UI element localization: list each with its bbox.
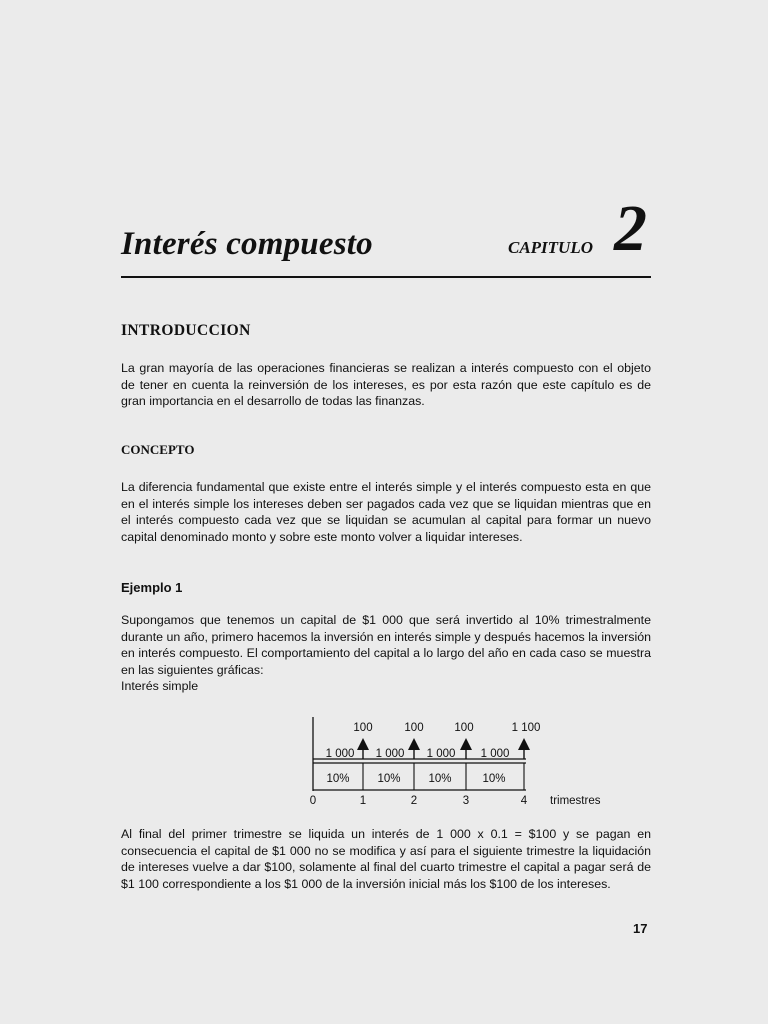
payment-arrow-4 [518, 738, 530, 759]
intro-heading: INTRODUCCION [121, 322, 251, 339]
cash-flow-diagram [300, 715, 620, 815]
concepto-heading: CONCEPTO [121, 442, 195, 457]
capital-label-3: 1 000 [426, 748, 456, 760]
page-number: 17 [633, 921, 648, 936]
tick-label-4: 4 [520, 795, 528, 807]
chapter-label: CAPITULO [508, 238, 593, 257]
payment-arrow-2 [408, 738, 420, 759]
rate-label-3: 10% [428, 773, 452, 785]
ejemplo-text: Supongamos que tenemos un capital de $1 000 que será invertido al 10% trimestralmente durante un año, primero hacemos la inversión en interés simple y después hacemos la inversión en interés compuesto. El comportamiento del capital a lo largo del año en cada caso se muestra en las siguientes gráficas: [121, 613, 651, 677]
ejemplo-heading: Ejemplo 1 [121, 580, 183, 595]
payment-label-1: 100 [353, 722, 373, 734]
ejemplo-sublabel: Interés simple [121, 679, 199, 694]
chapter-title: Interés compuesto [121, 226, 373, 262]
capital-label-4: 1 000 [480, 748, 510, 760]
tick-label-2: 2 [410, 795, 418, 807]
final-paragraph: Al final del primer trimestre se liquida un interés de 1 000 x 0.1 = $100 y se pagan en consecuencia el capital de $1 000 no se modifica y así para el siguiente trimestre la liquidación de intereses vuelve a dar $100, solamente al final del cuarto trimestre el capital a pagar será de $1 100 correspondiente a los $1 000 de la inversión inicial más los $100 de los intereses. [121, 827, 651, 891]
rate-label-4: 10% [482, 773, 506, 785]
payment-arrow-3 [460, 738, 472, 759]
intro-paragraph: La gran mayoría de las operaciones financieras se realizan a interés compuesto con el objeto de tener en cuenta la reinversión de los intereses, es por esta razón que este capítulo es de gran importancia en el desarrollo de todas las finanzas. [121, 361, 651, 409]
ejemplo-paragraph [121, 612, 651, 695]
payment-label-2: 100 [404, 722, 424, 734]
payment-arrow-1 [357, 738, 369, 759]
tick-label-1: 1 [359, 795, 367, 807]
rate-label-2: 10% [377, 773, 401, 785]
tick-label-0: 0 [309, 795, 317, 807]
chapter-number: 2 [614, 192, 647, 265]
capital-label-1: 1 000 [325, 748, 355, 760]
payment-label-4: 1 100 [511, 722, 541, 734]
concepto-paragraph: La diferencia fundamental que existe entre el interés simple y el interés compuesto esta en que en el interés simple los intereses deben ser pagados cada vez que se liquidan mientras que en el interés compuesto cada vez que se liquidan se acumulan al capital para formar un nuevo capital denominado monto y sobre este monto volver a liquidar intereses. [121, 480, 651, 544]
capital-label-2: 1 000 [375, 748, 405, 760]
tick-label-3: 3 [462, 795, 470, 807]
rate-label-1: 10% [326, 773, 350, 785]
axis-label: trimestres [550, 795, 601, 807]
chapter-header [121, 192, 651, 278]
payment-label-3: 100 [454, 722, 474, 734]
